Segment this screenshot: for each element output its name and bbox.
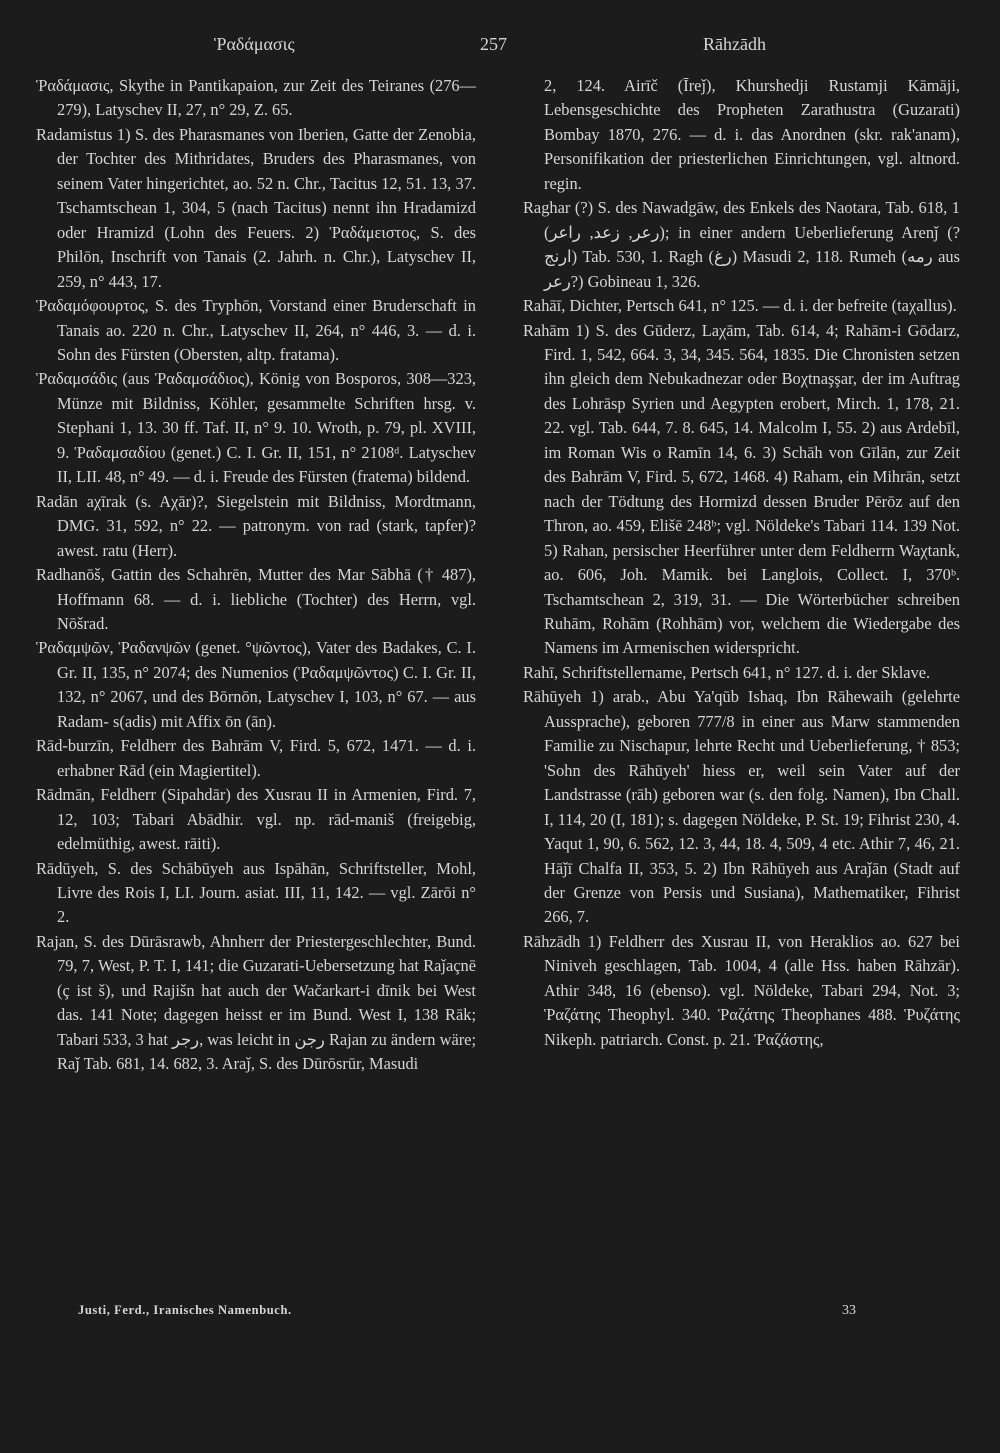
left-column bbox=[36, 74, 476, 1077]
entry-radamophourtos: Ῥαδαμόφουρτος, S. des Tryphōn, Vorstand einer Bruderschaft in Tanais ao. 220 n. Chr., Latyschev II, 264, n° 446, 3. — d. i. Sohn des Fürsten (Obersten, altp. fratama). bbox=[36, 296, 476, 364]
entry-radan-axirak: Radān aχīrak (s. Aχār)?, Siegelstein mit Bildniss, Mordtmann, DMG. 31, 592, n° 22. — patronym. von rad (stark, tapfer)? awest. ratu (Herr). bbox=[36, 491, 476, 560]
entry-rahai: Rahāī, Dichter, Pertsch 641, n° 125. — d. i. der befreite (taχallus). bbox=[523, 296, 957, 316]
entry-radhanos: Radhanōš, Gattin des Schahrēn, Mutter des Mar Sābhā († 487), Hoffmann 68. — d. i. liebliche (Tochter) des Herrn, vgl. Nōšrad. bbox=[36, 565, 476, 633]
entry-radampson: Ῥαδαμψῶν, Ῥαδανψῶν (genet. °ψῶντος), Vater des Badakes, C. I. Gr. II, 135, n° 2074; des Numenios (Ῥαδαμψῶντος) C. I. Gr. II, 132, n° 2067, und des Bōrnōn, Latyschev I, 103, n° 67. — aus Radam- s(adis) mit Affix ōn (ān). bbox=[36, 638, 476, 731]
entry-rahuyeh: Rāhūyeh 1) arab., Abu Ya'qūb Ishaq, Ibn Rāhewaih (gelehrte Aussprache), geboren 777/8 in einer aus Marw stammenden Familie zu Nischapur, lehrte Recht und Ueberlieferung, † 853; 'Sohn des Rāhūyeh' hiess er, weil sein Vater auf der Landstrasse (rāh) geboren war (s. den folg. Namen), Ibn Chall. I, 114, 20 (I, 181); s. dagegen Nöldeke, P. St. 19; Fihrist 230, 4. Yaqut 1, 90, 6. 562, 12. 3, 44, 18. 4, 509, 4 etc. Athir 7, 46, 21. Hāǰī Chalfa II, 353, 5. 2) Ibn Rāhūyeh aus Araǰān (Stadt auf der Grenze von Persis und Susiana), Mathematiker, Fihrist 266, 7. bbox=[523, 687, 960, 927]
entry-raduyeh: Rādūyeh, S. des Schābūyeh aus Ispāhān, Schriftsteller, Mohl, Livre des Rois I, LI. Journ. asiat. III, 11, 142. — vgl. Zārōi n° 2. bbox=[36, 858, 476, 927]
entry-rahzadh: Rāhzādh 1) Feldherr des Xusrau II, von Heraklios ao. 627 bei Niniveh geschlagen, Tab. 1004, 4 (alle Hss. haben Rāhzār). Athir 348, 16 (ebenso). vgl. Nöldeke, Tabari 294, Not. 3; Ῥαζάτης Theophyl. 340. Ῥαζάτης Theophanes 488. Ῥυζάτης Nikeph. patriarch. Const. p. 21. Ῥαζάστης, bbox=[523, 931, 960, 1049]
entry-radamsadis: Ῥαδαμσάδις (aus Ῥαδαμσάδιος), König von Bosporos, 308—323, Münze mit Bildniss, Köhler, gesammelte Schriften hrsg. v. Stephani 1, 13. 30 ff. Taf. II, n° 9. 10. Wroth, p. 79, pl. XVIII, 9. Ῥαδαμσαδίου (genet.) C. I. Gr. II, 151, n° 2108ᵈ. Latyschev II, LII. 48, n° 49. — d. i. Freude des Fürsten (fratema) bildend. bbox=[36, 369, 476, 487]
entry-raghar: Raghar (?) S. des Nawadgāw, des Enkels des Naotara, Tab. 618, 1 (رعر, زعد, راعر); in einer andern Ueberlieferung Arenǰ (? ارنج) Tab. 530, 1. Ragh (رغ) Masudi 2, 118. Rumeh (رمه aus رعر?) Gobineau 1, 326. bbox=[523, 198, 960, 291]
entry-rajan: Rajan, S. des Dūrāsrawb, Ahnherr der Priestergeschlechter, Bund. 79, 7, West, P. T. I, 141; die Guzarati-Uebersetzung hat Raǰaçnē (ç ist š), und Rajišn hat auch der Wačarkart-i dīnik bei West das. 141 Note; dagegen heisst er im Bund. West I, 138 Rāk; Tabari 533, 3 hat رجر, was leicht in رجن Rajan zu ändern wäre; Raǰ Tab. 681, 14. 682, 3. Araǰ, S. des Dūrōsrūr, Masudi bbox=[36, 931, 477, 1074]
footer-author: Justi, Ferd., Iranisches Namenbuch. bbox=[78, 1303, 292, 1317]
entry-raham: Rahām 1) S. des Gūderz, Laχām, Tab. 614, 4; Rahām-i Gōdarz, Fird. 1, 542, 664. 3, 34, 345. 564, 1835. Die Chronisten setzen ihn gleich dem Nebukadnezar oder Boχtnaşşar, der im Auftrag des Lohrāsp Syrien und Aegypten erobert, Mirch. 1, 178, 21. 22. vgl. Tab. 644, 7. 8. 645, 14. Malcolm I, 55. 2) aus Ardebīl, im Roman Wis o Ramīn 14, 6. 3) Schāh von Gīlān, zur Zeit des Bahrām V, Fird. 5, 672, 1468. 4) Raham, ein Mihrān, setzt nach der Tödtung des Hormizd dessen Bruder Pērōz auf den Thron, ao. 459, Elišē 248ᵇ; vgl. Nöldeke's Tabari 114. 139 Not. 5) Rahan, persischer Heerführer unter dem Feldherrn Waχtank, ao. 606, Joh. Mamik. bei Langlois, Collect. I, 370ᵇ. Tschamtschean 2, 319, 31. — Die Wörterbücher schreiben Ruhām, Rohām (Rohhām) vor, welchem die Wiedergabe des Namens im Armenischen widerspricht. bbox=[523, 320, 960, 658]
running-head bbox=[0, 34, 1000, 58]
entry-rahi: Rahī, Schriftstellername, Pertsch 641, n° 127. d. i. der Sklave. bbox=[523, 662, 931, 682]
right-column bbox=[523, 74, 960, 1052]
footer-signature: 33 bbox=[842, 1303, 856, 1318]
entry-radman: Rādmān, Feldherr (Sipahdār) des Xusrau II in Armenien, Fird. 7, 12, 103; Tabari Abādhir. vgl. np. rād-maniš (freigebig, edelmüthig, awest. rāiti). bbox=[36, 785, 476, 854]
entry-radamistus: Radamistus 1) S. des Pharasmanes von Iberien, Gatte der Zenobia, der Tochter des Mithridates, Bruders des Pharasmanes, von seinem Vater hingerichtet, ao. 52 n. Chr., Tacitus 12, 51. 13, 37. Tschamtschean 1, 304, 5 (nach Tacitus) nennt ihn Hradamizd oder Hramizd (Lohn des Feuers. 2) Ῥαδάμειστος, S. des Philōn, Inschrift von Tanais (2. Jahrh. n. Chr.), Latyschev II, 259, n° 443, 17. bbox=[36, 124, 476, 291]
running-head-left: Ῥαδάμασις bbox=[214, 34, 295, 54]
entry-continuation: 2, 124. Airīč (Īrеǰ), Khurshedji Rustamji Kāmāji, Lebensgeschichte des Propheten Zarathustra (Guzarati) Bombay 1870, 276. — d. i. das Anordnen (skr. rak'anam), Personifikation der priesterlichen Einrichtungen, vgl. altnord. regin. bbox=[544, 76, 960, 193]
entry-rad-burzin: Rād-burzīn, Feldherr des Bahrām V, Fird. 5, 672, 1471. — d. i. erhabner Rād (ein Magiertitel). bbox=[36, 736, 476, 780]
entry-radamasis: Ῥαδάμασις, Skythe in Pantikapaion, zur Zeit des Teiranes (276—279), Latyschev II, 27, n° 29, Z. 65. bbox=[36, 76, 476, 120]
running-head-right: Rāhzādh bbox=[703, 34, 766, 54]
page-number: 257 bbox=[480, 34, 507, 54]
